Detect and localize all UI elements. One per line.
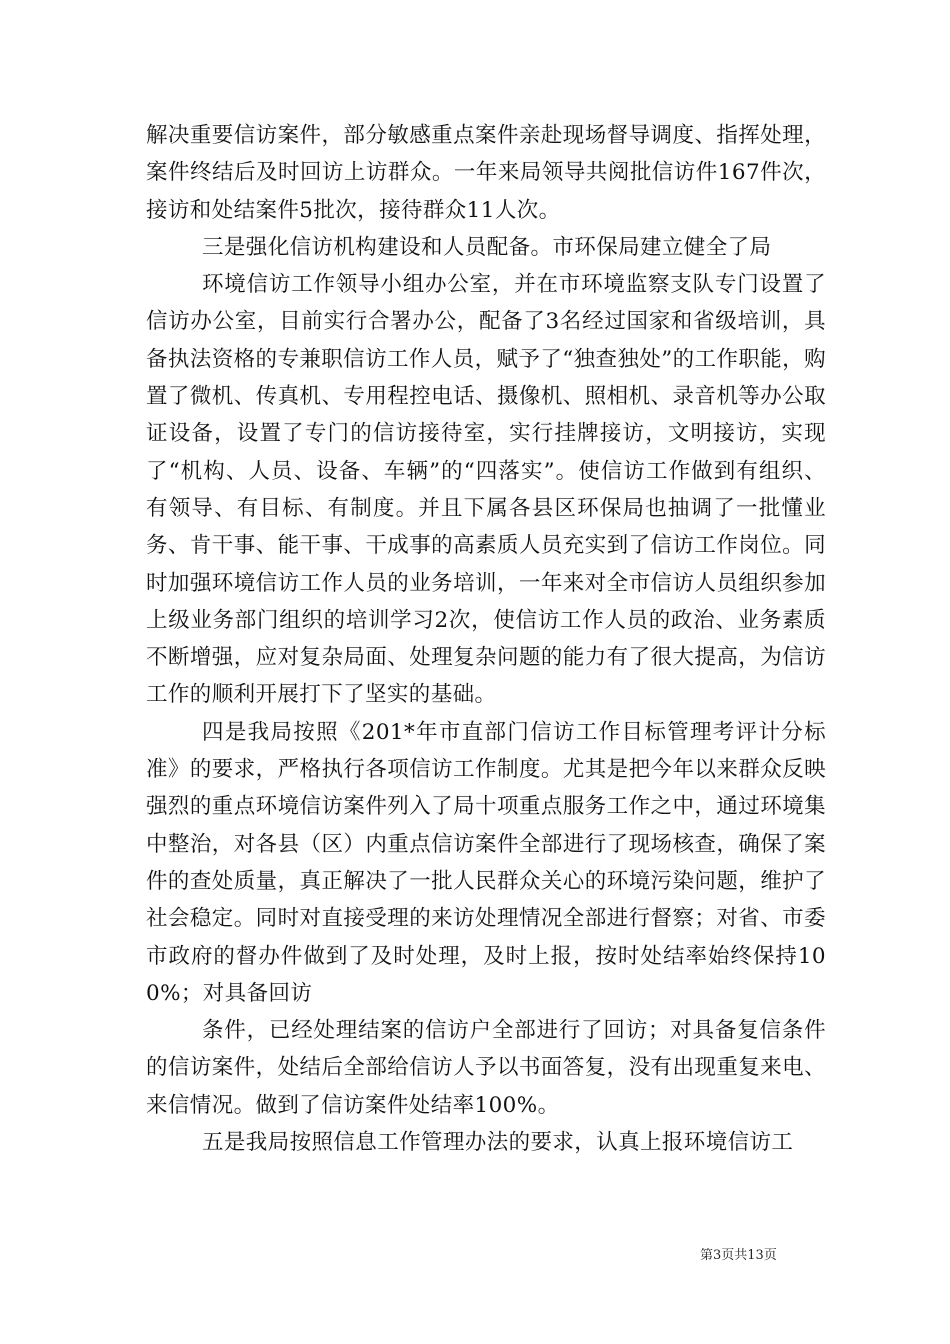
body-text — [146, 117, 826, 1161]
paragraph-5: 条件，已经处理结案的信访户全部进行了回访；对具备复信条件的信访案件，处结后全部给信访人予以书面答复，没有出现重复来电、来信情况。做到了信访案件处结率100%。 — [146, 1018, 826, 1118]
paragraph-3: 环境信访工作领导小组办公室，并在市环境监察支队专门设置了信访办公室，目前实行合署办公，配备了3名经过国家和省级培训，具备执法资格的专兼职信访工作人员，赋予了“独查独处”的工作职能，购置了微机、传真机、专用程控电话、摄像机、照相机、录音机等办公取证设备，设置了专门的信访接待室，实行挂牌接访，文明接访，实现了“机构、人员、设备、车辆”的“四落实”。使信访工作做到有组织、有领导、有目标、有制度。并且下属各县区环保局也抽调了一批懂业务、肯干事、能干事、干成事的高素质人员充实到了信访工作岗位。同时加强环境信访工作人员的业务培训，一年来对全市信访人员组织参加上级业务部门组织的培训学习2次，使信访工作人员的政治、业务素质不断增强，应对复杂局面、处理复杂问题的能力有了很大提高，为信访工作的顺利开展打下了坚实的基础。 — [146, 272, 826, 708]
paragraph-6: 五是我局按照信息工作管理办法的要求，认真上报环境信访工 — [202, 1130, 794, 1156]
paragraph-2: 三是强化信访机构建设和人员配备。市环保局建立健全了局 — [202, 234, 772, 260]
page-number-footer: 第3页共13页 — [700, 1248, 777, 1263]
paragraph-4: 四是我局按照《201*年市直部门信访工作目标管理考评计分标准》的要求，严格执行各项信访工作制度。尤其是把今年以来群众反映强烈的重点环境信访案件列入了局十项重点服务工作之中，通过环境集中整治，对各县（区）内重点信访案件全部进行了现场核查，确保了案件的查处质量，真正解决了一批人民群众关心的环境污染问题，维护了社会稳定。同时对直接受理的来访处理情况全部进行督察；对省、市委市政府的督办件做到了及时处理，及时上报，按时处结率始终保持100%；对具备回访 — [146, 719, 826, 1006]
paragraph-1: 解决重要信访案件，部分敏感重点案件亲赴现场督导调度、指挥处理，案件终结后及时回访上访群众。一年来局领导共阅批信访件167件次，接访和处结案件5批次，接待群众11人次。 — [146, 123, 826, 223]
